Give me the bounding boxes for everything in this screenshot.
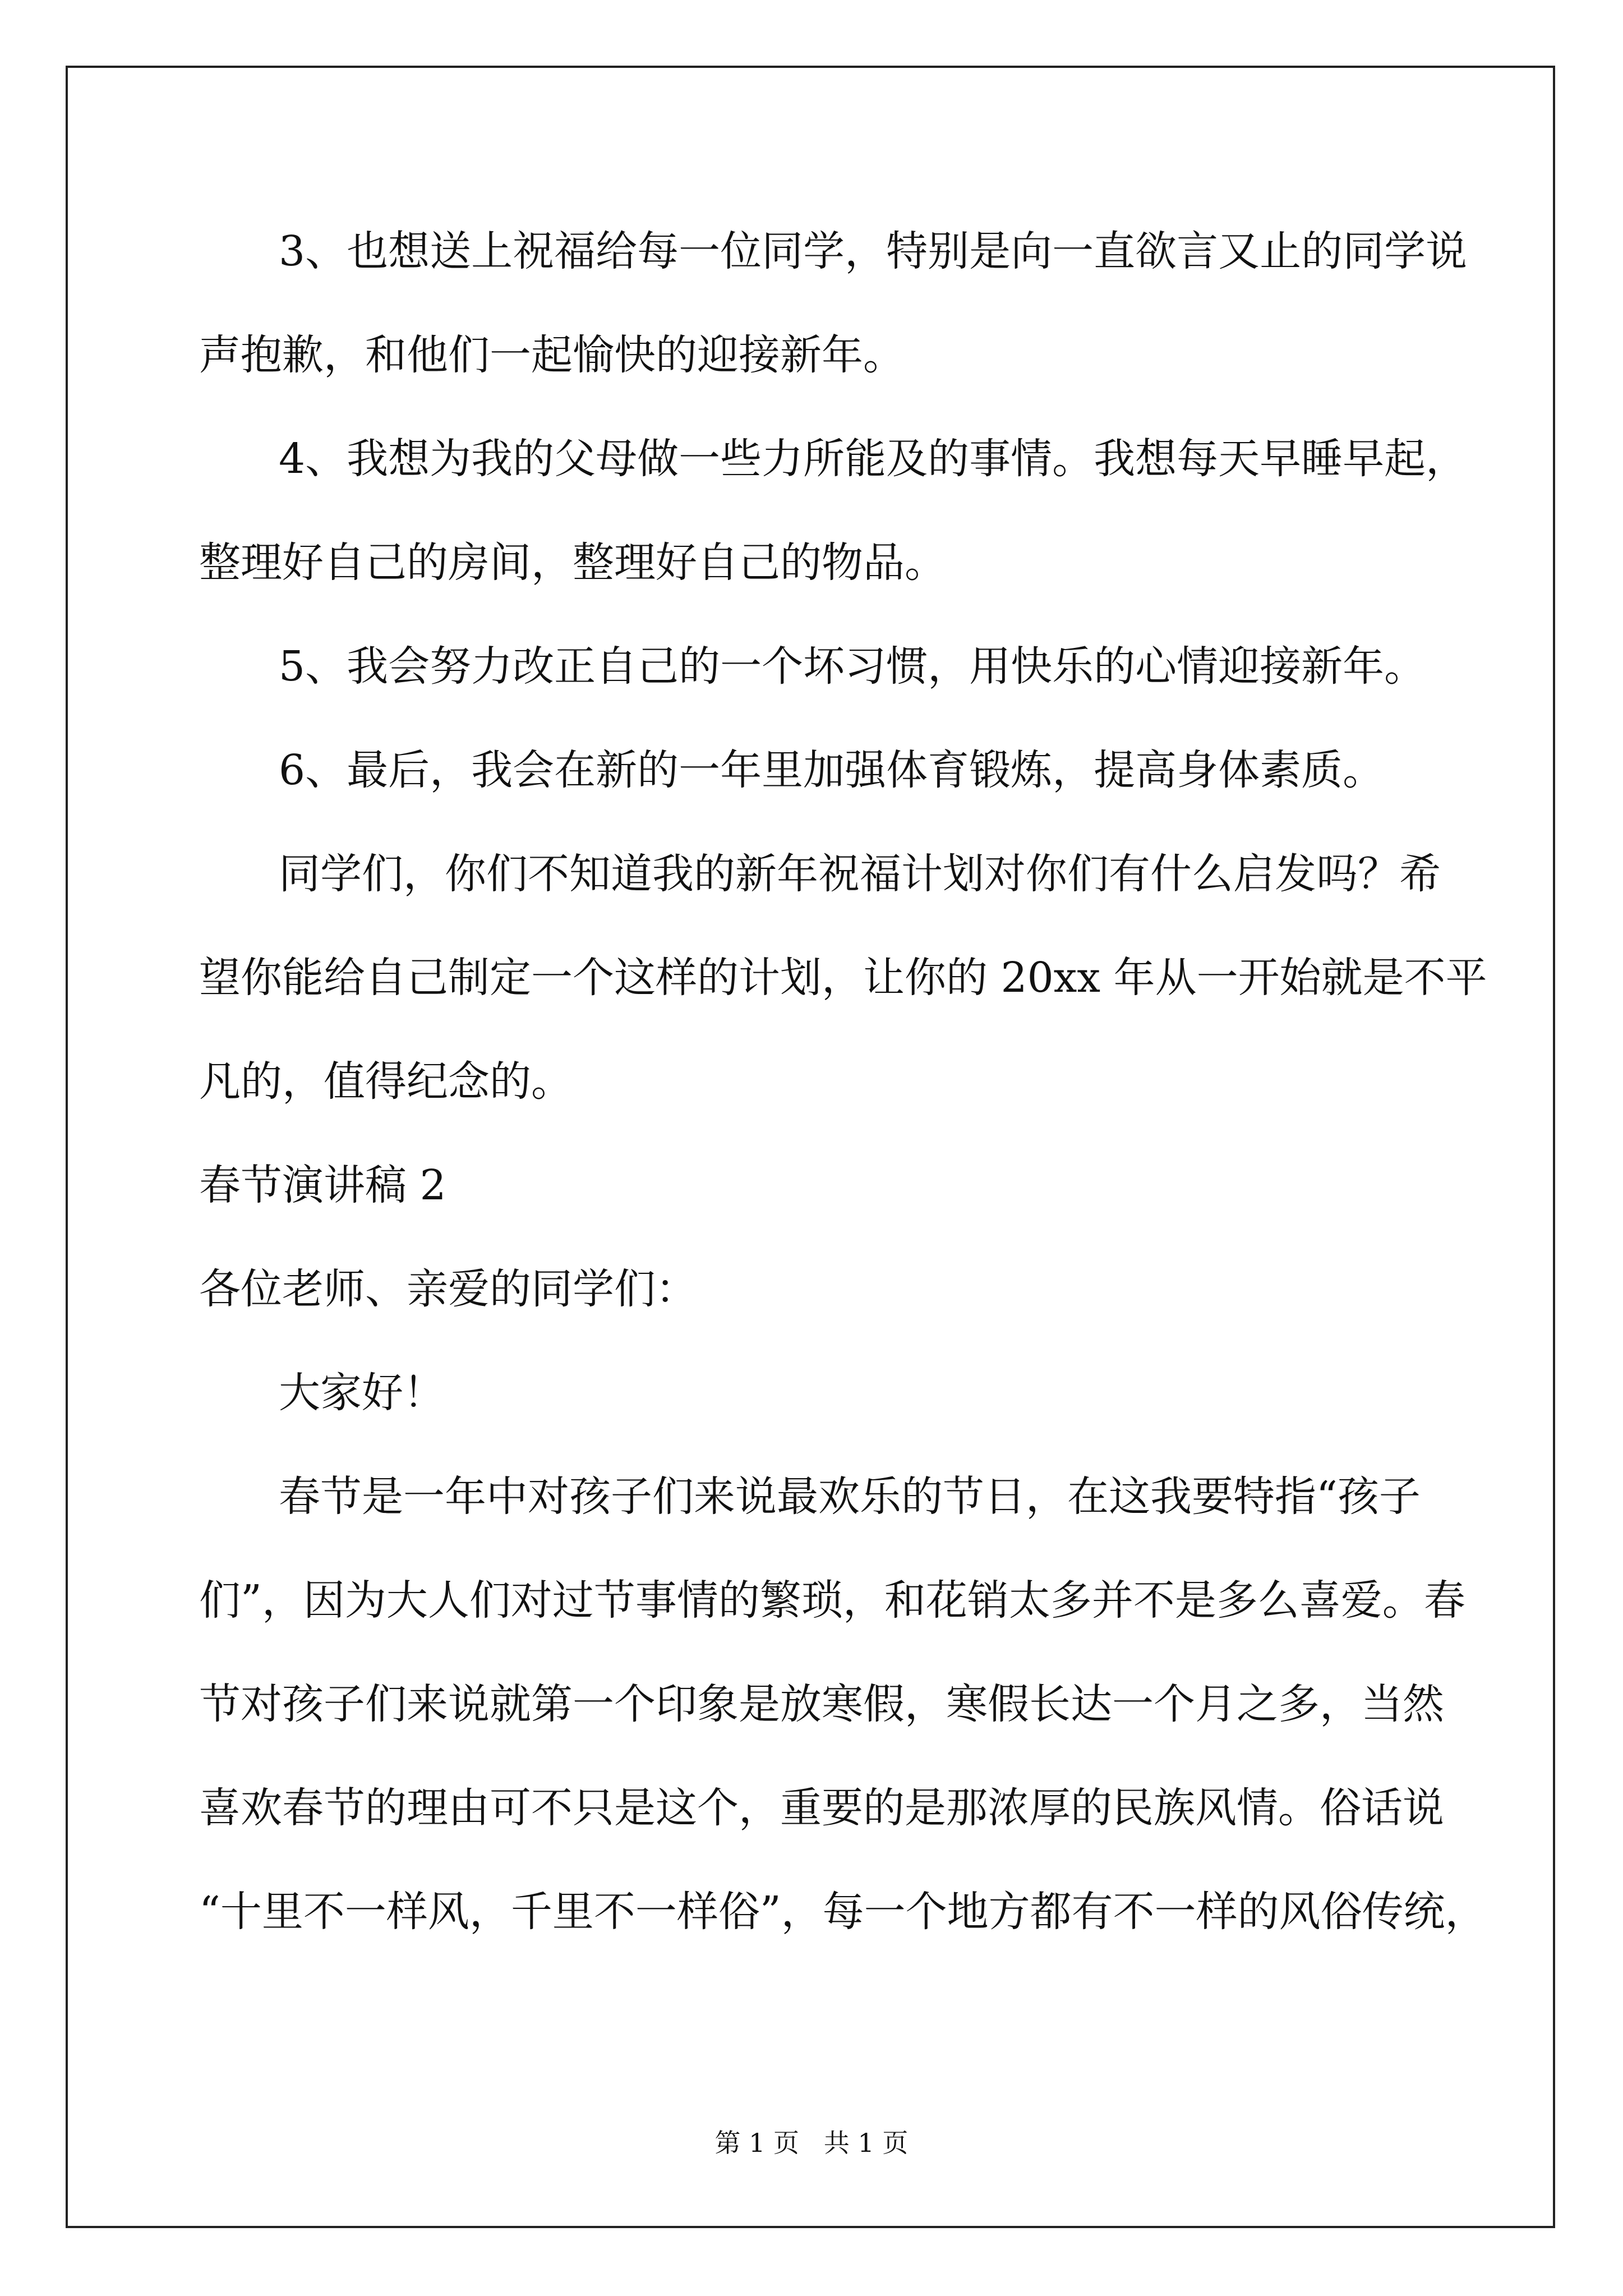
- page-number-footer: 第 1 页 共 1 页: [714, 2128, 909, 2158]
- greeting: 大家好！: [279, 1369, 445, 1417]
- text-line: 凡的，值得纪念的。: [199, 1057, 573, 1106]
- text-line: 5、我会努力改正自己的一个坏习惯，用快乐的心情迎接新年。: [279, 642, 1426, 691]
- text-line: 望你能给自己制定一个这样的计划，让你的 20xx 年从一开始就是不平: [199, 954, 1487, 1002]
- text-line: 们”，因为大人们对过节事情的繁琐，和花销太多并不是多么喜爱。春: [199, 1576, 1465, 1625]
- text-line: 3、也想送上祝福给每一位同学，特别是向一直欲言又止的同学说: [279, 227, 1468, 275]
- salutation: 各位老师、亲爱的同学们：: [199, 1265, 697, 1313]
- text-line: 同学们，你们不知道我的新年祝福计划对你们有什么启发吗？希: [279, 850, 1441, 898]
- text-line: 声抱歉，和他们一起愉快的迎接新年。: [199, 331, 905, 379]
- text-line: 整理好自己的房间，整理好自己的物品。: [199, 539, 946, 587]
- text-line: 4、我想为我的父母做一些力所能及的事情。我想每天早睡早起，: [279, 435, 1468, 483]
- section-title: 春节演讲稿 2: [199, 1161, 446, 1209]
- text-line: “十里不一样风，千里不一样俗”，每一个地方都有不一样的风俗传统，: [199, 1888, 1487, 1936]
- text-line: 春节是一年中对孩子们来说最欢乐的节日，在这我要特指“孩子: [279, 1473, 1421, 1521]
- text-line: 喜欢春节的理由可不只是这个，重要的是那浓厚的民族风情。俗话说: [199, 1784, 1444, 1832]
- text-line: 节对孩子们来说就第一个印象是放寒假，寒假长达一个月之多，当然: [199, 1680, 1444, 1728]
- text-line: 6、最后，我会在新的一年里加强体育锻炼，提高身体素质。: [279, 746, 1385, 794]
